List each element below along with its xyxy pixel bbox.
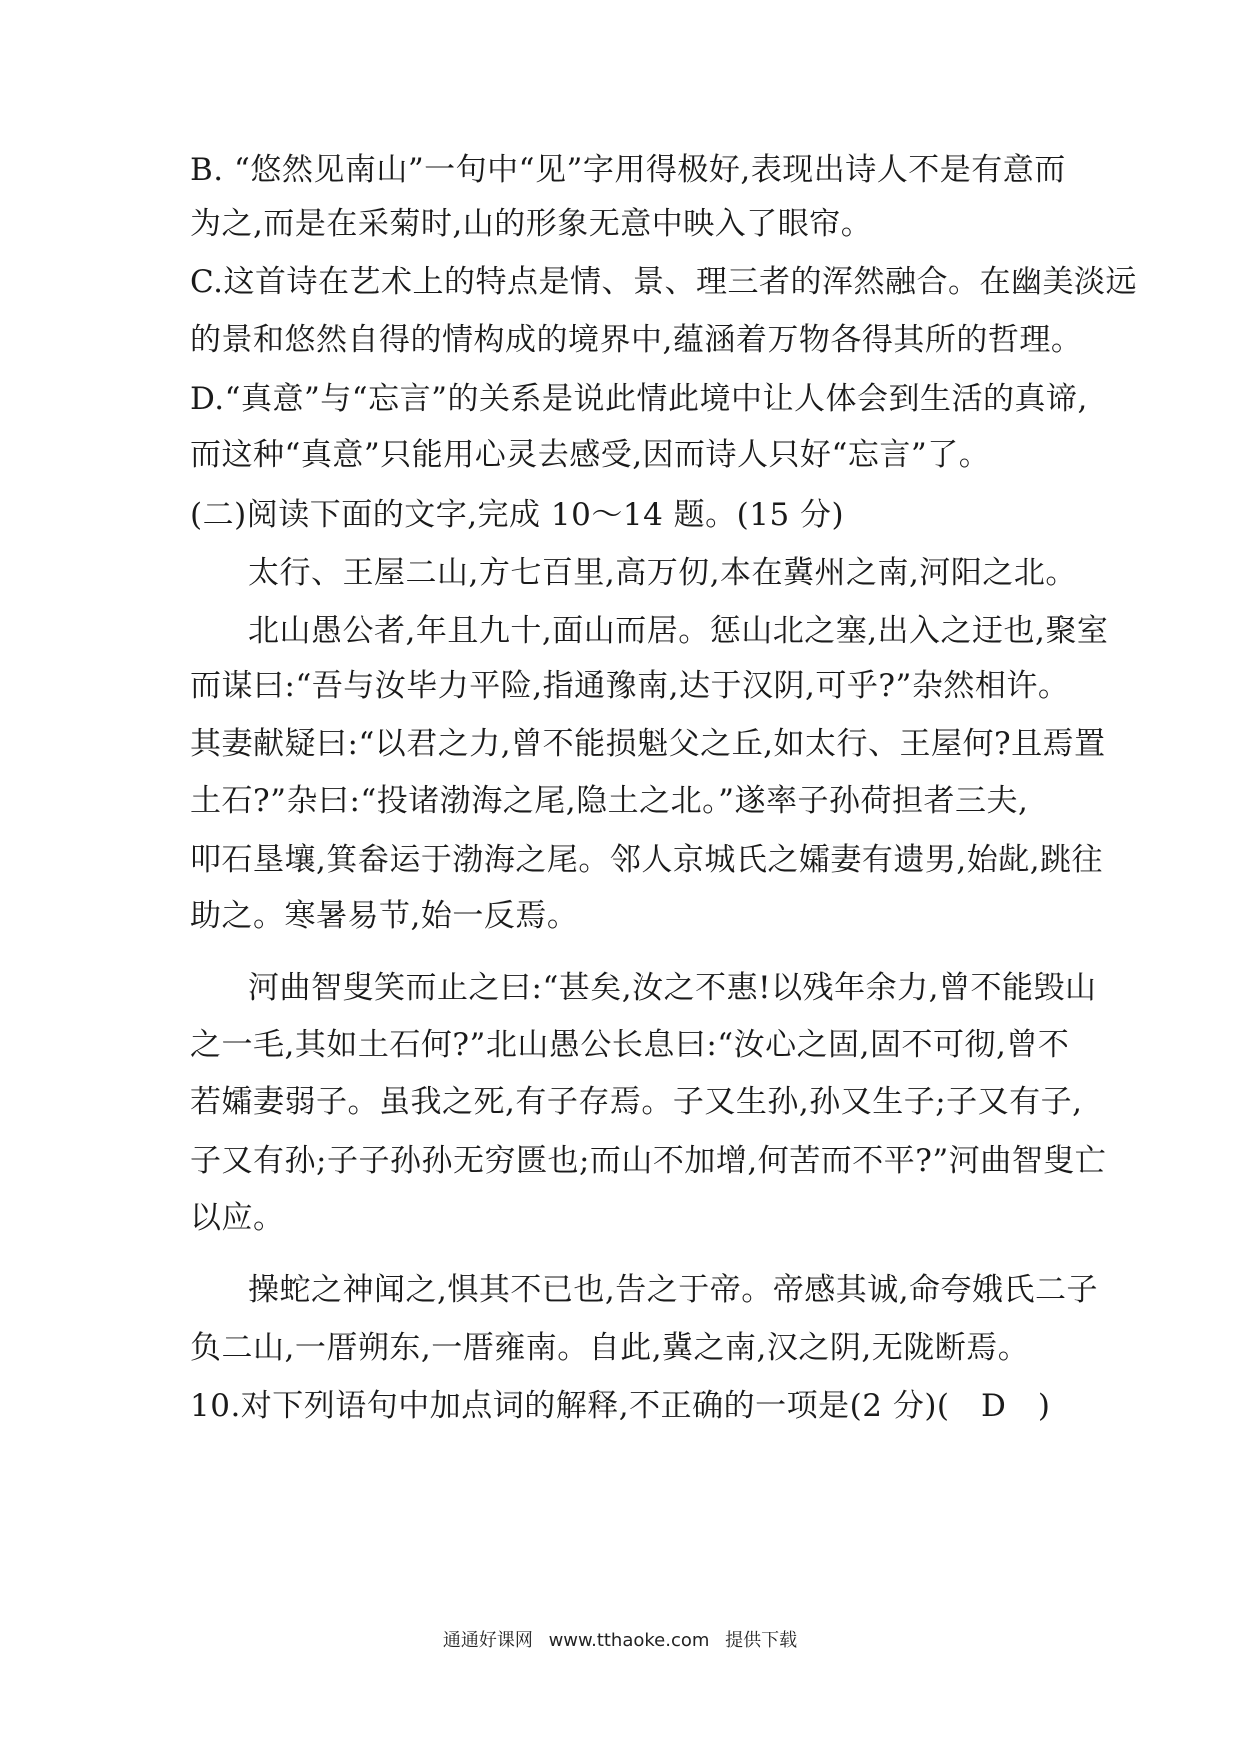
passage-line: 太行、王屋二山,方七百里,高万仞,本在冀州之南,河阳之北。	[248, 555, 1077, 591]
passage-line: 叩石垦壤,箕畚运于渤海之尾。邻人京城氏之孀妻有遗男,始龀,跳往	[190, 842, 1104, 878]
option-b-line-2: 为之,而是在采菊时,山的形象无意中映入了眼帘。	[190, 206, 873, 242]
question-10: 10.对下列语句中加点词的解释,不正确的一项是(2 分)( D )	[190, 1388, 1051, 1424]
passage-line: 助之。寒暑易节,始一反焉。	[190, 898, 579, 934]
option-b-line-1: B. “悠然见南山”一句中“见”字用得极好,表现出诗人不是有意而	[190, 152, 1066, 188]
passage-line: 土石?”杂曰:“投诸渤海之尾,隐土之北。”遂率子孙荷担者三夫,	[190, 783, 1029, 819]
passage-line: 之一毛,其如土石何?”北山愚公长息曰:“汝心之固,固不可彻,曾不	[190, 1027, 1070, 1063]
passage-line: 操蛇之神闻之,惧其不已也,告之于帝。帝感其诚,命夸娥氏二子	[248, 1272, 1099, 1308]
footer-note: 提供下载	[725, 1630, 798, 1651]
section-heading: (二)阅读下面的文字,完成 10～14 题。(15 分)	[190, 497, 845, 533]
option-c-line-1: C.这首诗在艺术上的特点是情、景、理三者的浑然融合。在幽美淡远	[190, 264, 1137, 300]
option-d-line-1: D.“真意”与“忘言”的关系是说此情此境中让人体会到生活的真谛,	[190, 381, 1088, 417]
passage-line: 负二山,一厝朔东,一厝雍南。自此,冀之南,汉之阴,无陇断焉。	[190, 1330, 1030, 1366]
option-c-line-2: 的景和悠然自得的情构成的境界中,蕴涵着万物各得其所的哲理。	[190, 322, 1083, 358]
passage-line: 河曲智叟笑而止之曰:“甚矣,汝之不惠!以残年余力,曾不能毁山	[248, 970, 1097, 1006]
passage-line: 北山愚公者,年且九十,面山而居。惩山北之塞,出入之迂也,聚室	[248, 613, 1109, 649]
footer-site: 通通好课网	[442, 1630, 533, 1651]
passage-line: 以应。	[190, 1200, 285, 1236]
footer-url[interactable]: www.tthaoke.com	[548, 1630, 710, 1651]
page-footer	[0, 1626, 1240, 1652]
passage-line: 而谋曰:“吾与汝毕力平险,指通豫南,达于汉阴,可乎?”杂然相许。	[190, 668, 1070, 704]
passage-line: 若孀妻弱子。虽我之死,有子存焉。子又生孙,孙又生子;子又有子,	[190, 1084, 1083, 1120]
passage-line: 子又有孙;子子孙孙无穷匮也;而山不加增,何苦而不平?”河曲智叟亡	[190, 1143, 1107, 1179]
passage-line: 其妻献疑曰:“以君之力,曾不能损魁父之丘,如太行、王屋何?且焉置	[190, 726, 1106, 762]
option-d-line-2: 而这种“真意”只能用心灵去感受,因而诗人只好“忘言”了。	[190, 437, 991, 473]
